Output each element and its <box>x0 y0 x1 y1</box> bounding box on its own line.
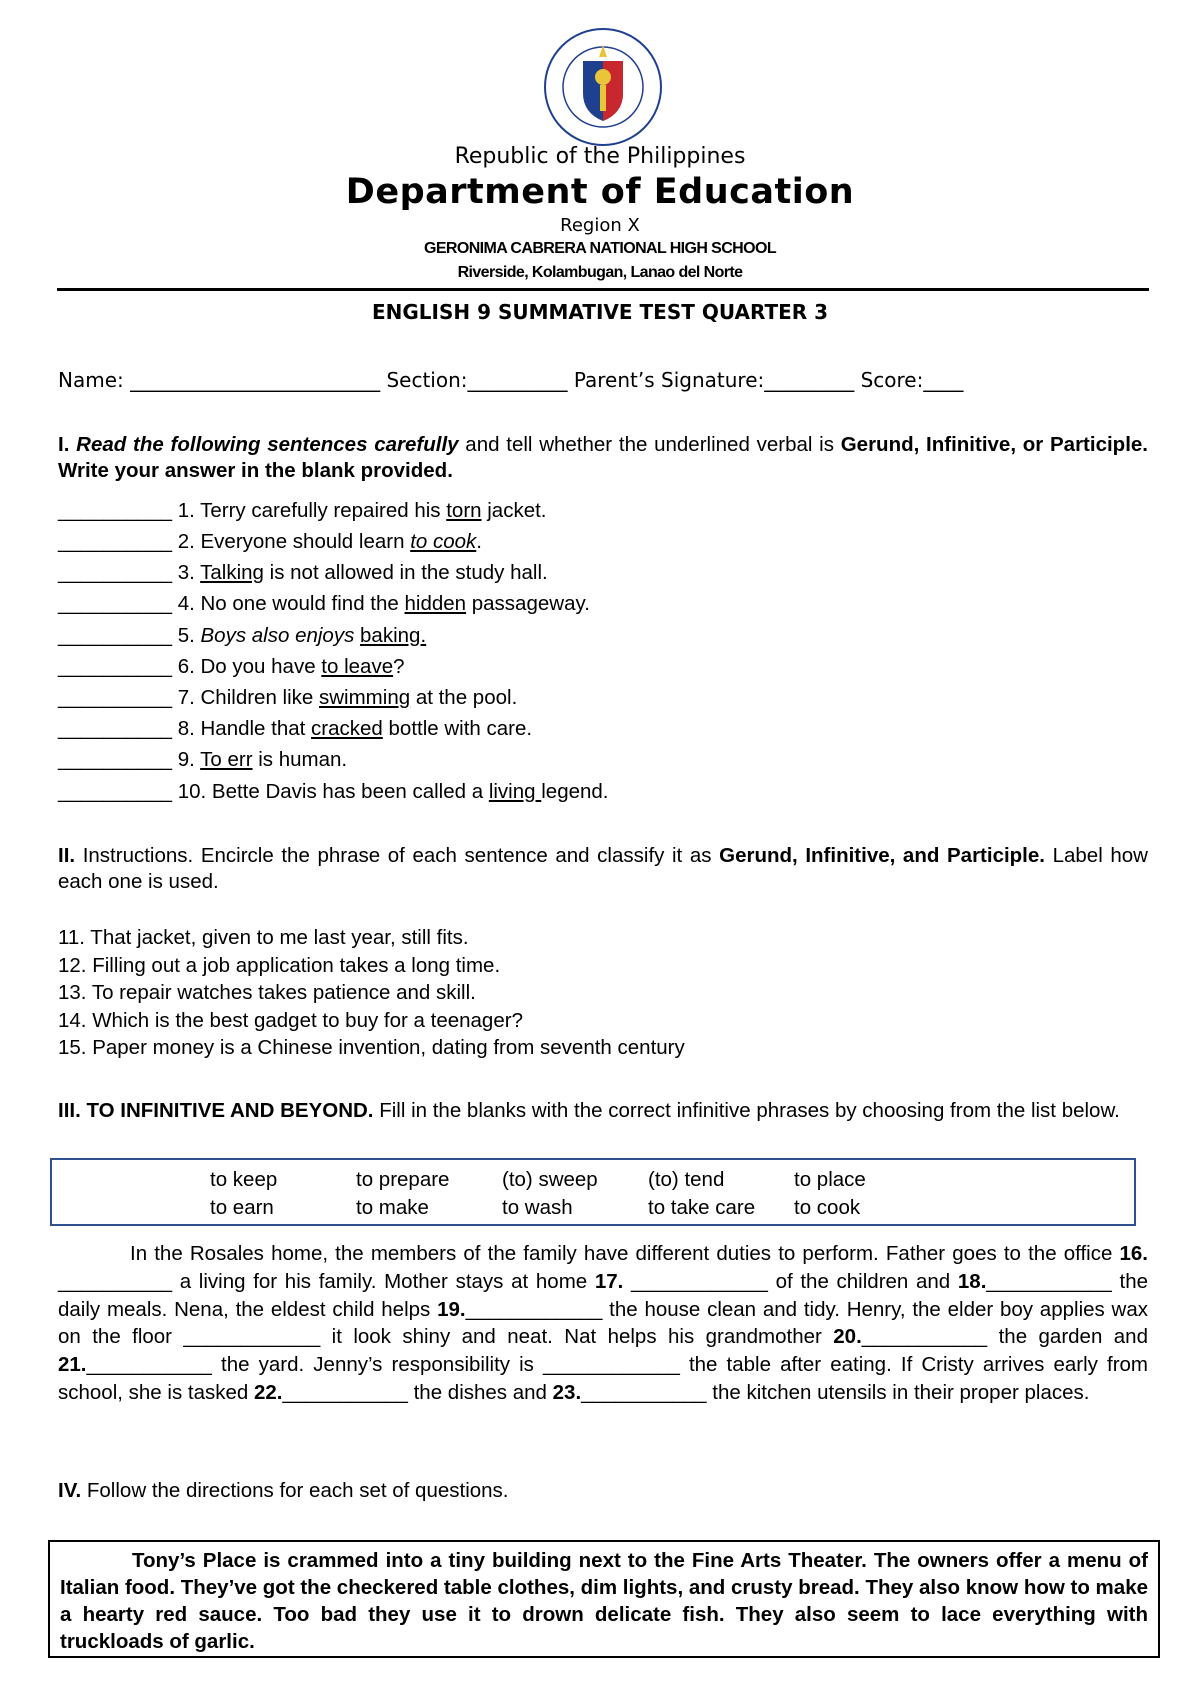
word-choice: to make <box>356 1196 429 1219</box>
part2-item: 14. Which is the best gadget to buy for a teenager? <box>58 1009 523 1032</box>
reading-passage-box <box>48 1540 1160 1658</box>
word-choice: to keep <box>210 1168 278 1191</box>
part1-item: __________ 3. Talking is not allowed in the study hall. <box>58 561 548 584</box>
reading-passage: Tony’s Place is crammed into a tiny building next to the Fine Arts Theater. The owners offer a menu of Italian food. They’ve got the checkered table clothes, dim lights, and crusty bread. They also know how to make a hearty red sauce. Too bad they use it to drown delicate fish. They also seem to lace everything with truckloads of garlic. <box>60 1549 1148 1653</box>
part2-item: 15. Paper money is a Chinese invention, dating from seventh century <box>58 1036 685 1059</box>
part1-item: __________ 7. Children like swimming at the pool. <box>58 686 518 709</box>
word-choice: to cook <box>794 1196 861 1219</box>
part1-item: __________ 10. Bette Davis has been called a living legend. <box>58 780 609 803</box>
word-choice-box <box>50 1158 1136 1226</box>
part1-item: __________ 5. Boys also enjoys baking. <box>58 624 427 647</box>
header-divider <box>57 288 1149 291</box>
part1-item: __________ 9. To err is human. <box>58 748 348 771</box>
school-name: GERONIMA CABRERA NATIONAL HIGH SCHOOL <box>423 240 777 257</box>
part2-item: 12. Filling out a job application takes a long time. <box>58 954 501 977</box>
region-label: Region X <box>560 215 640 236</box>
deped-seal-logo <box>543 27 663 147</box>
word-choice: to wash <box>502 1196 573 1219</box>
part1-item: __________ 6. Do you have to leave? <box>58 655 405 678</box>
republic-heading: Republic of the Philippines <box>454 144 746 169</box>
part1-item: __________ 2. Everyone should learn to cook. <box>58 530 482 553</box>
student-info-line: Name: _________________________ Section:__________ Parent’s Signature:_________ Score:____ <box>58 368 964 392</box>
word-choice: to earn <box>210 1196 274 1219</box>
part1-instructions: I. Read the following sentences carefully and tell whether the underlined verbal is Gerund, Infinitive, or Participle. Write your answer in the blank provided. <box>58 433 1148 482</box>
part3-instructions: III. TO INFINITIVE AND BEYOND. Fill in the blanks with the correct infinitive phrases by choosing from the list below. <box>58 1099 1120 1122</box>
school-address: Riverside, Kolambugan, Lanao del Norte <box>457 264 743 281</box>
part1-item: __________ 4. No one would find the hidden passageway. <box>58 592 590 615</box>
test-title: ENGLISH 9 SUMMATIVE TEST QUARTER 3 <box>371 300 829 324</box>
part4-instructions: IV. Follow the directions for each set of questions. <box>58 1479 509 1502</box>
part2-item: 11. That jacket, given to me last year, still fits. <box>58 926 469 949</box>
part1-item: __________ 8. Handle that cracked bottle with care. <box>58 717 533 740</box>
part3-paragraph: In the Rosales home, the members of the family have different duties to perform. Father goes to the office 16. __________ a living for his family. Mother stays at home 17. ____________ of the children and 18.___________ the daily meals. Nena, the eldest child helps 19.____________ the house clean and tidy. Henry, the elder boy applies wax on the floor ____________ it look shiny and neat. Nat helps his grandmother 20.___________ the garden and 21.___________ the yard. Jenny’s responsibility is ____________ the table after eating. If Cristy arrives early from school, she is tasked 22.___________ the dishes and 23.___________ the kitchen utensils in their proper places. <box>58 1242 1149 1404</box>
word-choice: to place <box>794 1168 866 1191</box>
word-choice: (to) sweep <box>502 1168 598 1191</box>
word-choice: to take care <box>648 1196 756 1219</box>
part2-item: 13. To repair watches takes patience and skill. <box>58 981 476 1004</box>
part1-item: __________ 1. Terry carefully repaired his torn jacket. <box>58 499 547 522</box>
word-choice: (to) tend <box>648 1168 725 1191</box>
word-choice: to prepare <box>356 1168 450 1191</box>
department-title: Department of Education <box>345 172 855 212</box>
part2-instructions: II. Instructions. Encircle the phrase of each sentence and classify it as Gerund, Infinitive, and Participle. Label how each one is used. <box>58 844 1148 893</box>
